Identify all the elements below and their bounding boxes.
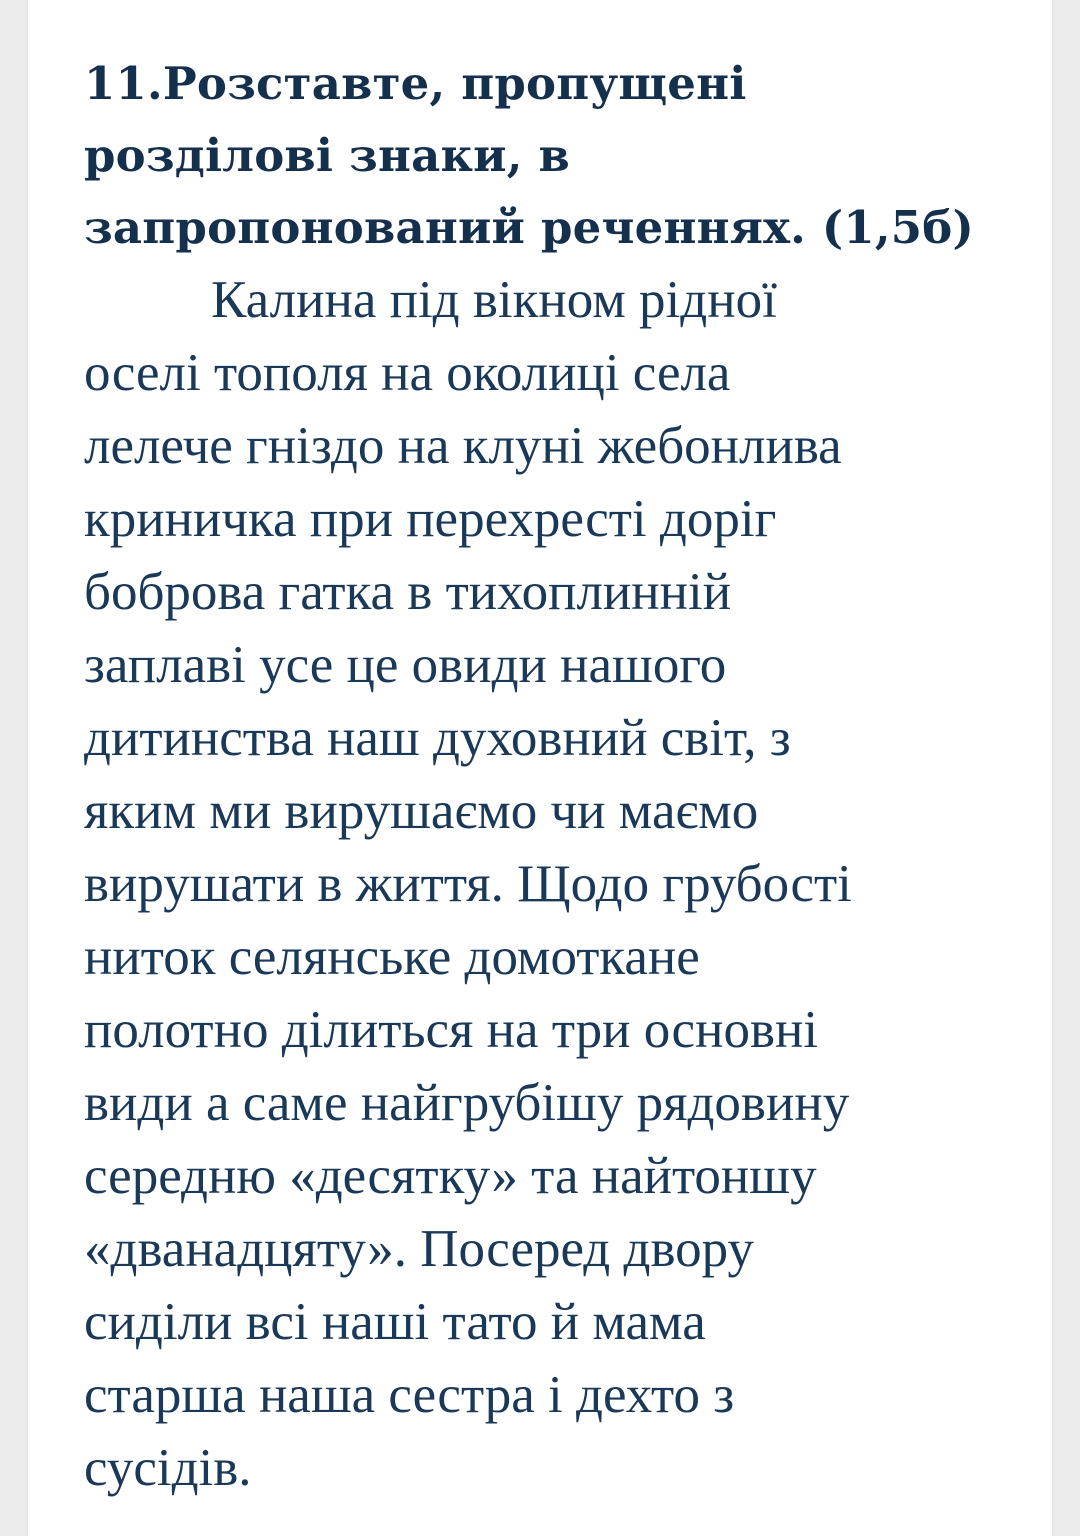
text-line: вирушати в життя. Щодо грубості xyxy=(84,855,852,913)
text-line: «дванадцяту». Посеред двору xyxy=(84,1220,754,1278)
text-line: дитинства наш духовний світ, з xyxy=(84,709,791,767)
text-line: боброва гатка в тихоплинній xyxy=(84,563,732,621)
text-line: види а саме найгрубішу рядовину xyxy=(84,1074,850,1132)
text-line: середню «десятку» та найтоншу xyxy=(84,1147,817,1205)
text-line: заплаві усе це овиди нашого xyxy=(84,636,727,694)
heading-line: запропонований реченнях. (1,5б) xyxy=(84,201,975,254)
text-line: старша наша сестра і дехто з xyxy=(84,1366,735,1424)
text-line: полотно ділиться на три основні xyxy=(84,1001,819,1059)
text-line: оселі тополя на околиці села xyxy=(84,344,731,402)
text-line: криничка при перехресті доріг xyxy=(84,490,777,548)
heading-line: 11.Розставте, пропущені xyxy=(84,57,747,110)
text-line: сусідів. xyxy=(84,1439,252,1497)
text-line: лелече гніздо на клуні жебонлива xyxy=(84,417,842,475)
text-line: Калина під вікном рідної xyxy=(211,271,777,329)
text-line: сиділи всі наші тато й мама xyxy=(84,1293,706,1351)
text-line: яким ми вирушаємо чи маємо xyxy=(84,782,759,840)
heading-line: розділові знаки, в xyxy=(84,129,570,182)
text-line: ниток селянське домоткане xyxy=(84,928,700,986)
task-content xyxy=(84,48,1044,1505)
task-heading xyxy=(84,48,1044,264)
exercise-text xyxy=(84,264,1044,1505)
document-page xyxy=(28,0,1052,1536)
